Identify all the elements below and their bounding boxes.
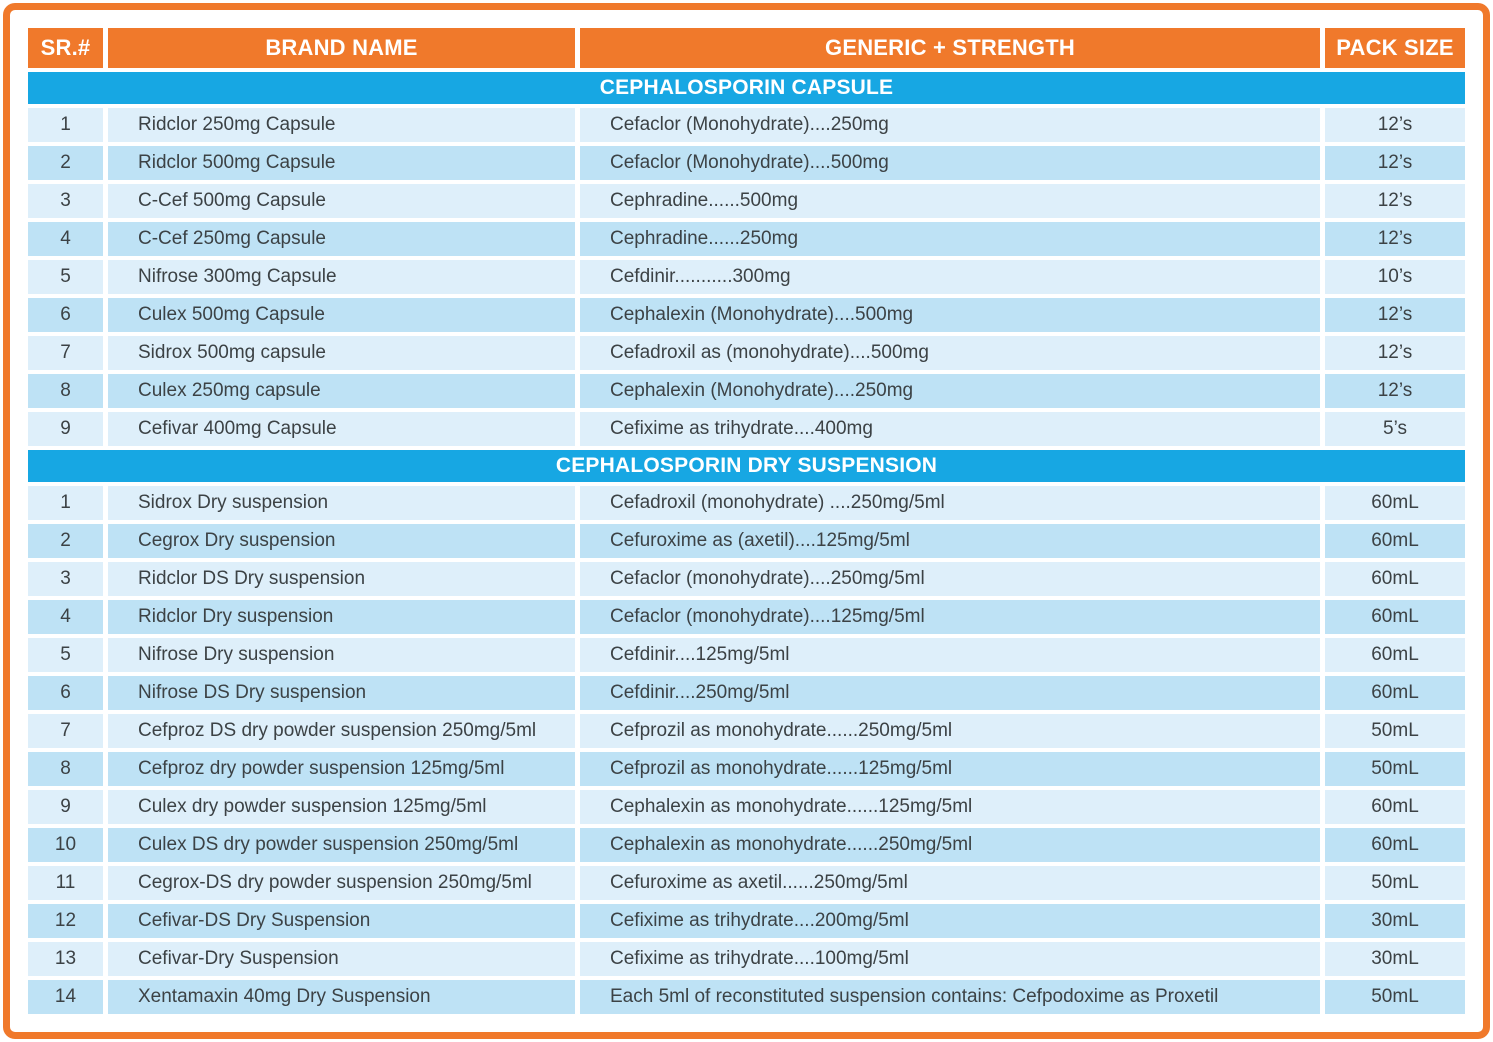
pack-size-cell: 12’s: [1325, 184, 1465, 218]
sr-number-cell: 13: [28, 942, 103, 976]
brand-name-cell: Sidrox 500mg capsule: [108, 336, 575, 370]
brand-name-cell: C-Cef 250mg Capsule: [108, 222, 575, 256]
brand-name-cell: Cegrox Dry suspension: [108, 524, 575, 558]
product-price-table: [28, 28, 1465, 1018]
pack-size-cell: 12’s: [1325, 146, 1465, 180]
generic-strength-cell: Cefixime as trihydrate....400mg: [580, 412, 1320, 446]
pack-size-cell: 50mL: [1325, 980, 1465, 1014]
brand-name-cell: Culex DS dry powder suspension 250mg/5ml: [108, 828, 575, 862]
table-body: [28, 72, 1465, 1014]
table-row: [28, 486, 1465, 520]
brand-name-cell: Cegrox-DS dry powder suspension 250mg/5ml: [108, 866, 575, 900]
generic-strength-cell: Cephradine......250mg: [580, 222, 1320, 256]
brand-name-cell: Cefivar-Dry Suspension: [108, 942, 575, 976]
brand-name-cell: Cefproz dry powder suspension 125mg/5ml: [108, 752, 575, 786]
pack-size-cell: 30mL: [1325, 942, 1465, 976]
generic-strength-cell: Cefixime as trihydrate....200mg/5ml: [580, 904, 1320, 938]
table-row: [28, 336, 1465, 370]
table-row: [28, 790, 1465, 824]
pack-size-cell: 5’s: [1325, 412, 1465, 446]
generic-strength-cell: Cephalexin (Monohydrate)....250mg: [580, 374, 1320, 408]
sr-number-cell: 7: [28, 714, 103, 748]
pack-size-cell: 50mL: [1325, 752, 1465, 786]
generic-strength-cell: Cefprozil as monohydrate......250mg/5ml: [580, 714, 1320, 748]
brand-name-cell: Ridclor DS Dry suspension: [108, 562, 575, 596]
table-row: [28, 942, 1465, 976]
pack-size-cell: 60mL: [1325, 676, 1465, 710]
pack-size-cell: 60mL: [1325, 486, 1465, 520]
generic-strength-cell: Cefaclor (Monohydrate)....250mg: [580, 108, 1320, 142]
pack-size-cell: 10’s: [1325, 260, 1465, 294]
sr-number-cell: 2: [28, 524, 103, 558]
brand-name-cell: Culex 500mg Capsule: [108, 298, 575, 332]
brand-name-cell: C-Cef 500mg Capsule: [108, 184, 575, 218]
sr-number-cell: 3: [28, 562, 103, 596]
sr-number-cell: 1: [28, 108, 103, 142]
brand-name-cell: Xentamaxin 40mg Dry Suspension: [108, 980, 575, 1014]
sr-number-cell: 5: [28, 638, 103, 672]
pack-size-cell: 12’s: [1325, 374, 1465, 408]
generic-strength-cell: Cefadroxil (monohydrate) ....250mg/5ml: [580, 486, 1320, 520]
pack-size-cell: 60mL: [1325, 828, 1465, 862]
table-row: [28, 260, 1465, 294]
column-header-sr: SR.#: [28, 28, 103, 68]
column-header-brand-name: BRAND NAME: [108, 28, 575, 68]
pack-size-cell: 60mL: [1325, 524, 1465, 558]
generic-strength-cell: Cefadroxil as (monohydrate)....500mg: [580, 336, 1320, 370]
table-row: [28, 638, 1465, 672]
table-row: [28, 600, 1465, 634]
sr-number-cell: 12: [28, 904, 103, 938]
sr-number-cell: 8: [28, 374, 103, 408]
table-row: [28, 146, 1465, 180]
table-row: [28, 752, 1465, 786]
table-row: [28, 524, 1465, 558]
generic-strength-cell: Cephradine......500mg: [580, 184, 1320, 218]
pack-size-cell: 12’s: [1325, 336, 1465, 370]
table-row: [28, 828, 1465, 862]
table-row: [28, 298, 1465, 332]
brand-name-cell: Nifrose 300mg Capsule: [108, 260, 575, 294]
pack-size-cell: 60mL: [1325, 790, 1465, 824]
sr-number-cell: 5: [28, 260, 103, 294]
table-row: [28, 866, 1465, 900]
generic-strength-cell: Cefaclor (monohydrate)....125mg/5ml: [580, 600, 1320, 634]
generic-strength-cell: Each 5ml of reconstituted suspension contains: Cefpodoxime as Proxetil: [580, 980, 1320, 1014]
pack-size-cell: 50mL: [1325, 866, 1465, 900]
table-row: [28, 184, 1465, 218]
brand-name-cell: Cefivar-DS Dry Suspension: [108, 904, 575, 938]
table-row: [28, 980, 1465, 1014]
table-row: [28, 374, 1465, 408]
sr-number-cell: 8: [28, 752, 103, 786]
generic-strength-cell: Cefixime as trihydrate....100mg/5ml: [580, 942, 1320, 976]
pack-size-cell: 12’s: [1325, 108, 1465, 142]
generic-strength-cell: Cefdinir....125mg/5ml: [580, 638, 1320, 672]
pack-size-cell: 12’s: [1325, 222, 1465, 256]
table-row: [28, 108, 1465, 142]
brand-name-cell: Ridclor Dry suspension: [108, 600, 575, 634]
generic-strength-cell: Cefaclor (monohydrate)....250mg/5ml: [580, 562, 1320, 596]
sr-number-cell: 7: [28, 336, 103, 370]
generic-strength-cell: Cefuroxime as axetil......250mg/5ml: [580, 866, 1320, 900]
pack-size-cell: 50mL: [1325, 714, 1465, 748]
brand-name-cell: Cefproz DS dry powder suspension 250mg/5ml: [108, 714, 575, 748]
sr-number-cell: 9: [28, 412, 103, 446]
sr-number-cell: 4: [28, 222, 103, 256]
sr-number-cell: 1: [28, 486, 103, 520]
table-row: [28, 412, 1465, 446]
brand-name-cell: Culex dry powder suspension 125mg/5ml: [108, 790, 575, 824]
pack-size-cell: 12’s: [1325, 298, 1465, 332]
generic-strength-cell: Cefaclor (Monohydrate)....500mg: [580, 146, 1320, 180]
sr-number-cell: 6: [28, 676, 103, 710]
brand-name-cell: Sidrox Dry suspension: [108, 486, 575, 520]
pack-size-cell: 60mL: [1325, 562, 1465, 596]
brand-name-cell: Cefivar 400mg Capsule: [108, 412, 575, 446]
generic-strength-cell: Cephalexin as monohydrate......250mg/5ml: [580, 828, 1320, 862]
generic-strength-cell: Cefprozil as monohydrate......125mg/5ml: [580, 752, 1320, 786]
sr-number-cell: 14: [28, 980, 103, 1014]
table-row: [28, 676, 1465, 710]
sr-number-cell: 11: [28, 866, 103, 900]
table-row: [28, 562, 1465, 596]
column-header-generic-strength: GENERIC + STRENGTH: [580, 28, 1320, 68]
pack-size-cell: 30mL: [1325, 904, 1465, 938]
section-header: CEPHALOSPORIN CAPSULE: [28, 72, 1465, 104]
pack-size-cell: 60mL: [1325, 638, 1465, 672]
generic-strength-cell: Cephalexin as monohydrate......125mg/5ml: [580, 790, 1320, 824]
table-header-row: [28, 28, 1465, 68]
column-header-pack-size: PACK SIZE: [1325, 28, 1465, 68]
brand-name-cell: Nifrose Dry suspension: [108, 638, 575, 672]
brand-name-cell: Ridclor 250mg Capsule: [108, 108, 575, 142]
generic-strength-cell: Cefuroxime as (axetil)....125mg/5ml: [580, 524, 1320, 558]
sr-number-cell: 6: [28, 298, 103, 332]
pack-size-cell: 60mL: [1325, 600, 1465, 634]
sr-number-cell: 9: [28, 790, 103, 824]
generic-strength-cell: Cefdinir...........300mg: [580, 260, 1320, 294]
table-row: [28, 222, 1465, 256]
brand-name-cell: Nifrose DS Dry suspension: [108, 676, 575, 710]
section-header: CEPHALOSPORIN DRY SUSPENSION: [28, 450, 1465, 482]
brand-name-cell: Culex 250mg capsule: [108, 374, 575, 408]
sr-number-cell: 2: [28, 146, 103, 180]
generic-strength-cell: Cephalexin (Monohydrate)....500mg: [580, 298, 1320, 332]
generic-strength-cell: Cefdinir....250mg/5ml: [580, 676, 1320, 710]
table-row: [28, 714, 1465, 748]
sr-number-cell: 10: [28, 828, 103, 862]
brand-name-cell: Ridclor 500mg Capsule: [108, 146, 575, 180]
sr-number-cell: 3: [28, 184, 103, 218]
sr-number-cell: 4: [28, 600, 103, 634]
table-row: [28, 904, 1465, 938]
